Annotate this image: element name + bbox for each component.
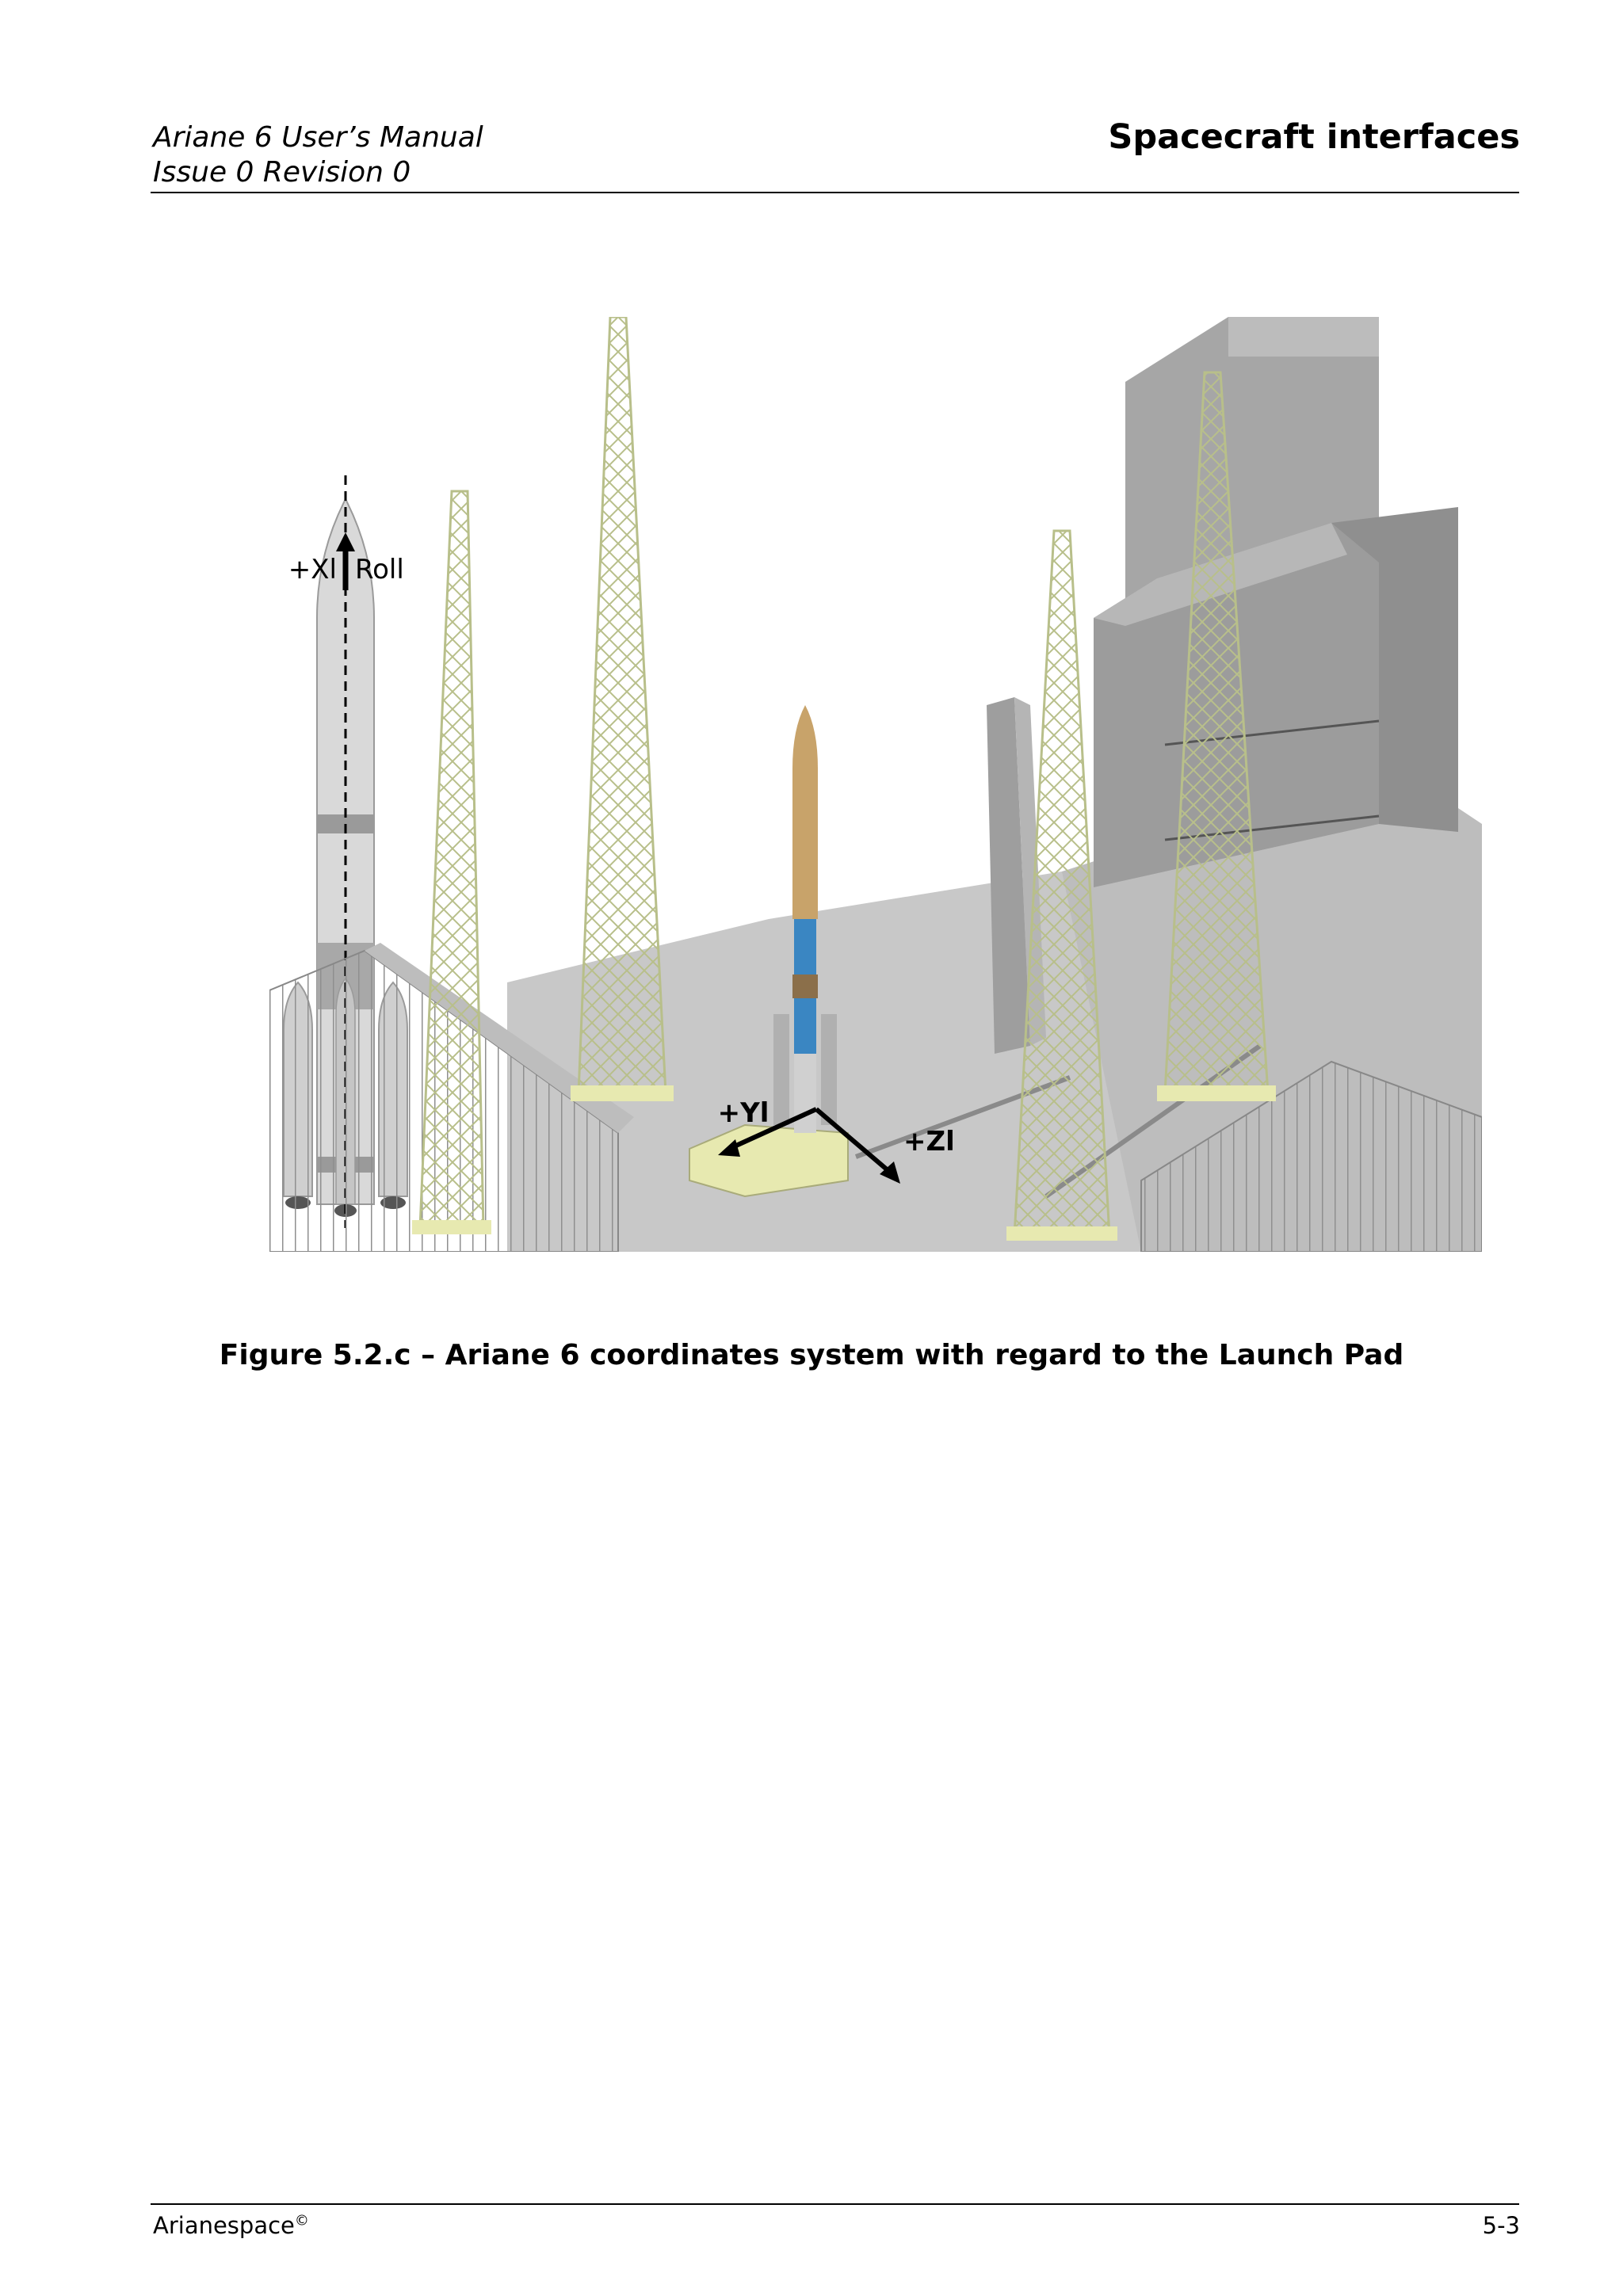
axis-label-zl: +Zl (903, 1126, 955, 1158)
header-divider (151, 192, 1519, 193)
figure-illustration (269, 317, 1482, 1252)
section-title: Spacecraft interfaces (1108, 117, 1520, 157)
figure-caption: Figure 5.2.c – Ariane 6 coordinates system with regard to the Launch Pad (219, 1339, 1404, 1371)
doc-issue: Issue 0 Revision 0 (153, 156, 411, 189)
header-doc-info (153, 120, 483, 190)
copyright-mark: © (294, 2212, 309, 2229)
footer-company-name: Arianespace (153, 2212, 295, 2239)
figure-launch-pad (269, 317, 1482, 1252)
launch-pad-scene (269, 317, 1482, 1252)
axis-label-yl: +Yl (717, 1097, 769, 1129)
page-number: 5-3 (1482, 2212, 1520, 2239)
axis-label-roll: Roll (355, 554, 404, 585)
footer-company (153, 2212, 309, 2239)
axis-label-xl: +Xl (288, 554, 337, 585)
doc-title: Ariane 6 User’s Manual (153, 121, 483, 154)
footer-divider (151, 2203, 1519, 2205)
